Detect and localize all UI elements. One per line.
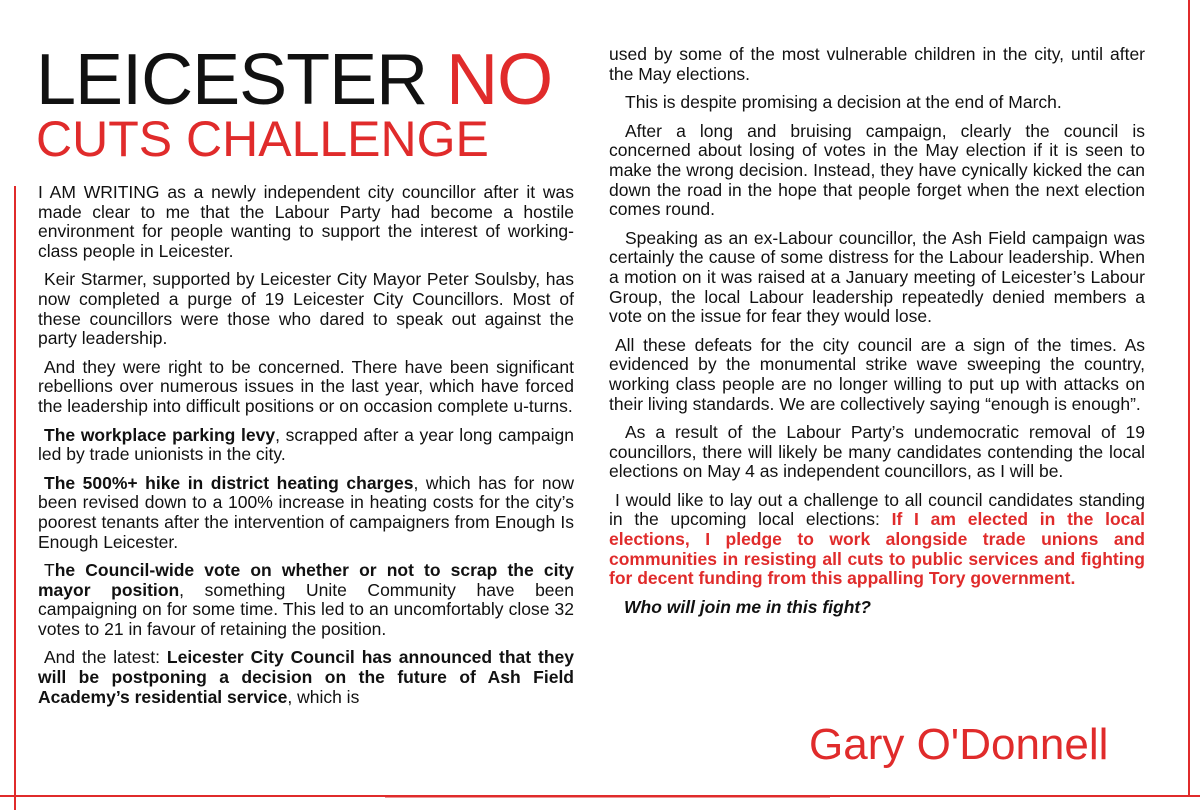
headline-no: NO xyxy=(446,40,553,120)
ash-field-rest: , which is xyxy=(287,686,360,707)
headline xyxy=(36,40,596,167)
paragraph-purge: Keir Starmer, supported by Leicester City Mayor Peter Soulsby, has now completed a purge of 19 Leicester City Councillors. Most of these councillors were those who dared to speak out against the party leadership. xyxy=(38,269,574,349)
mayor-vote-rest: , something Unite Community have been campaigning on for some time. This led to an uncomfortably close 32 votes to 21 in favour of retaining the position. xyxy=(38,579,574,639)
article-left-column xyxy=(38,183,574,716)
paragraph-intro: I AM WRITING as a newly independent city councillor after it was made clear to me that the Labour Party had become a hostile environment for people wanting to support the interest of working-class people in Leicester. xyxy=(38,182,574,261)
closing-question: Who will join me in this fight? xyxy=(624,596,871,617)
headline-cuts-challenge: CUTS CHALLENGE xyxy=(36,111,489,167)
mayor-vote-bold: he Council-wide vote on whether or not to scrap the city mayor position xyxy=(38,560,574,600)
heating-bold: The 500%+ hike in district heating charges xyxy=(44,472,414,493)
paragraph-defeats: All these defeats for the city council are a sign of the times. As evidenced by the monumental strike wave sweeping the country, working class people are no longer willing to put up with attacks on their living standards. We are collectively saying “enough is enough”. xyxy=(609,334,1145,414)
frame-bottom-accent xyxy=(385,797,830,798)
paragraph-continued: used by some of the most vulnerable children in the city, until after the May elections. xyxy=(609,44,1145,84)
pledge-text: If I am elected in the local elections, I pledge to work alongside trade unions and communities in resisting all cuts to public services and fighting for decent funding from this appalling Tory government. xyxy=(609,509,1145,589)
paragraph-ash-field xyxy=(38,648,574,707)
mayor-vote-lead: T xyxy=(44,560,55,581)
paragraph-parking-levy xyxy=(38,426,574,465)
paragraph-challenge xyxy=(609,491,1145,589)
heating-rest: , which has for now been revised down to a 100% increase in heating costs for the city’s poorest tenants after the intervention of campaigners from Enough Is Enough Leicester. xyxy=(38,472,574,552)
paragraph-campaign: After a long and bruising campaign, clearly the council is concerned about losing of votes in the May election if it is seen to make the wrong decision. Instead, they have cynically kicked the can down the road in the hope that people forget when the next election comes round. xyxy=(609,120,1145,220)
paragraph-rebellions: And they were right to be concerned. There have been significant rebellions over numerous issues in the last year, which have forced the leadership into difficult positions or on occasion complete u-turns. xyxy=(38,356,574,416)
parking-levy-bold: The workplace parking levy xyxy=(44,424,276,445)
parking-levy-rest: , scrapped after a year long campaign led by trade unionists in the city. xyxy=(38,424,574,465)
paragraph-undemocratic: As a result of the Labour Party’s undemocratic removal of 19 councillors, there will likely be many candidates contending the local elections on May 4 as independent councillors, as I will be. xyxy=(609,422,1145,482)
headline-line1 xyxy=(36,40,596,120)
paragraph-mayor-vote xyxy=(38,561,574,639)
paragraph-heating xyxy=(38,474,574,552)
ash-field-lead: And the latest: xyxy=(44,647,167,668)
headline-leicester: LEICESTER xyxy=(36,40,428,120)
frame-right-rule xyxy=(1188,0,1190,795)
frame-left-rule xyxy=(14,186,16,810)
ash-field-bold: Leicester City Council has announced that they will be postponing a decision on the future of Ash Field Academy’s residential service xyxy=(38,647,574,707)
challenge-lead: I would like to lay out a challenge to all council candidates standing in the upcoming local elections: xyxy=(609,489,1145,530)
article-right-column xyxy=(609,45,1145,626)
signature: Gary O'Donnell xyxy=(809,720,1109,769)
paragraph-ex-labour: Speaking as an ex-Labour councillor, the Ash Field campaign was certainly the cause of some distress for the Labour leadership. When a motion on it was raised at a January meeting of Leicester’s Labour Group, the local Labour leadership repeatedly denied members a vote on the issue for fear they would lose. xyxy=(609,227,1145,327)
paragraph-promise: This is despite promising a decision at the end of March. xyxy=(625,92,1062,113)
